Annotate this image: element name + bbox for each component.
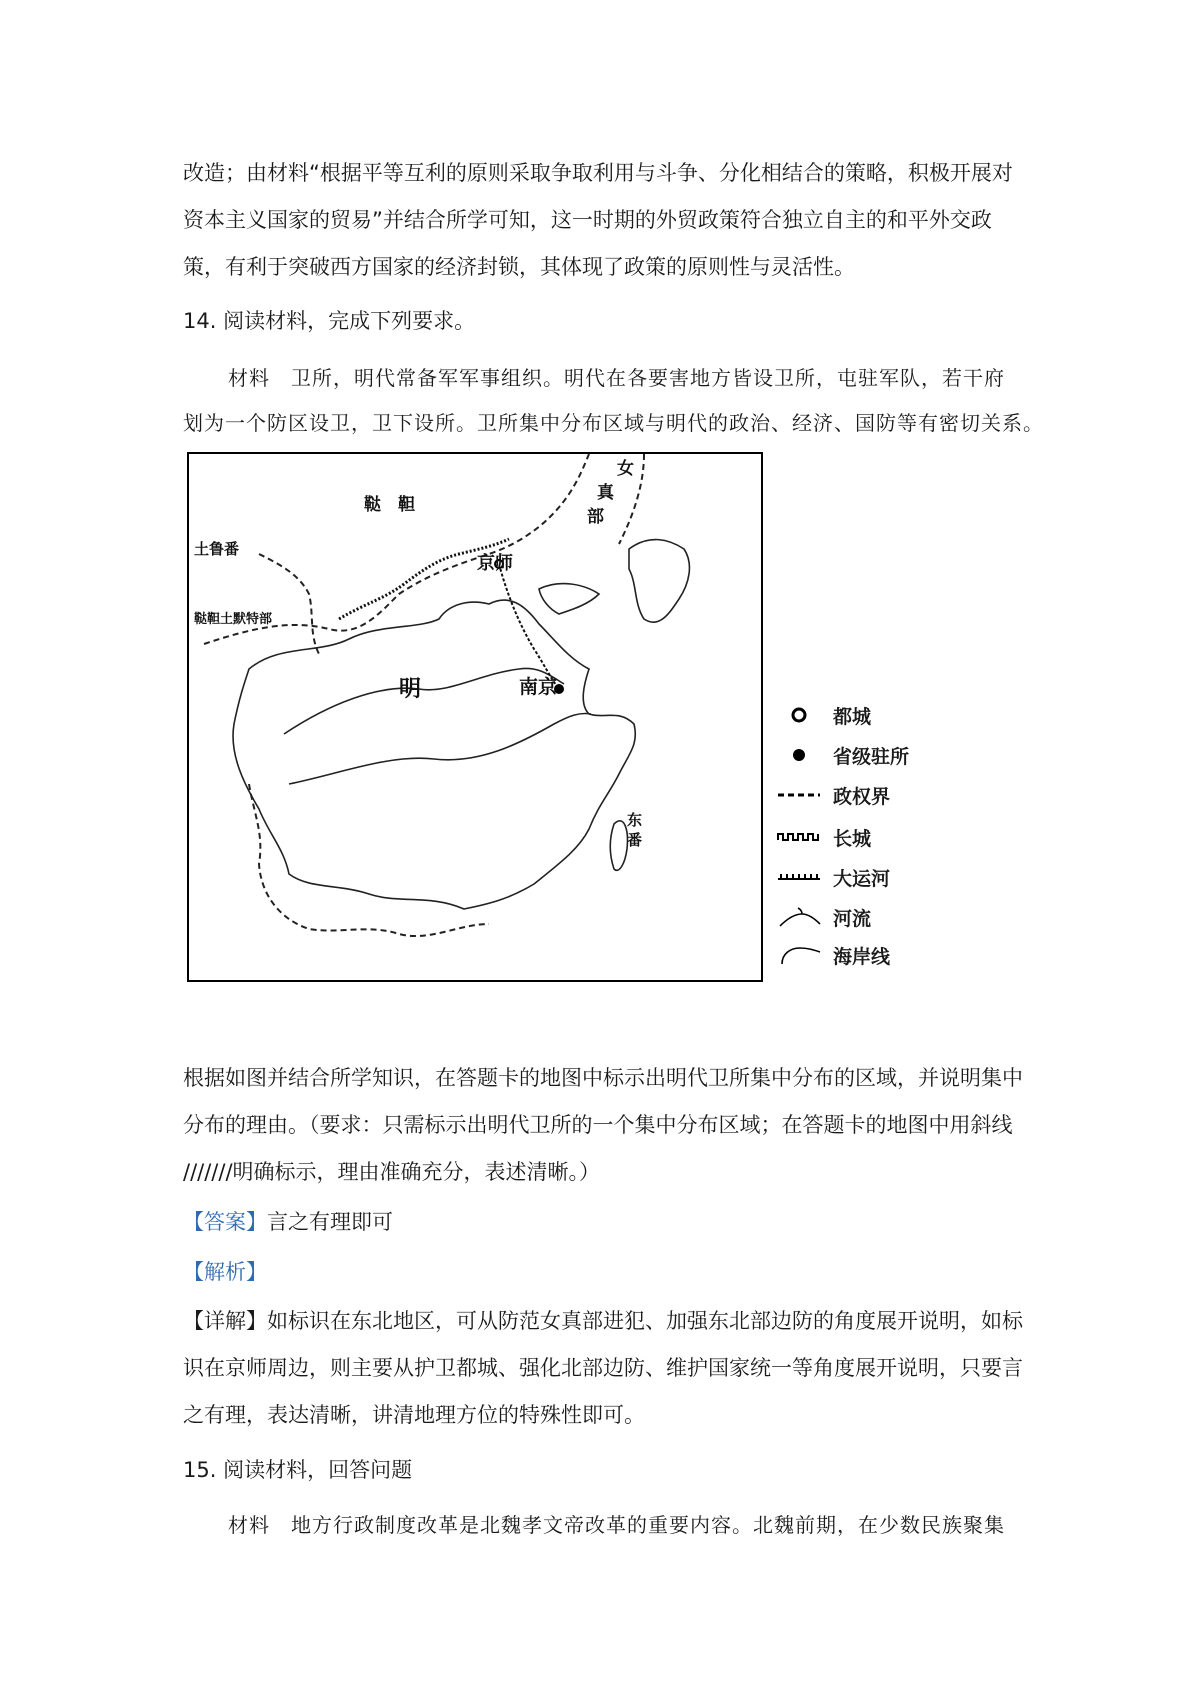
legend-label-wall: 长城 <box>833 827 872 850</box>
ming-outline <box>233 600 635 909</box>
q15-prompt: 阅读材料，回答问题 <box>223 1458 413 1482</box>
label-nanjing: 南京 <box>519 676 558 698</box>
intro-line-3: 策，有利于突破西方国家的经济封锁，其体现了政策的原则性与灵活性。 <box>183 255 855 279</box>
legend-label-canal: 大运河 <box>833 867 891 890</box>
legend-row-provincial <box>775 740 909 770</box>
q14-detail-line-2: 识在京师周边，则主要从护卫都城、强化北部边防、维护国家统一等角度展开说明，只要言 <box>183 1356 1023 1380</box>
answer-text: 言之有理即可 <box>267 1210 393 1234</box>
answer-tag: 【答案】 <box>183 1210 267 1234</box>
q14-detail-line-1 <box>183 1306 1023 1336</box>
label-dada-tumote: 鞑靼土默特部 <box>194 612 273 627</box>
western-border <box>259 554 319 654</box>
regime-border-icon <box>775 785 823 805</box>
q15-heading <box>183 1455 412 1485</box>
taiwan-outline <box>610 821 627 870</box>
label-dada: 鞑 靼 <box>364 495 415 515</box>
map-drawing <box>189 454 760 979</box>
shandong-outline <box>539 584 599 614</box>
q14-heading <box>183 306 475 336</box>
legend-row-canal <box>775 862 890 892</box>
legend-label-capital: 都城 <box>833 705 872 728</box>
yangtze-river <box>289 713 591 784</box>
detail-tag: 【详解】 <box>183 1309 267 1333</box>
q14-number: 14. <box>183 309 217 333</box>
q14-answer <box>183 1207 393 1237</box>
legend-row-wall <box>775 822 871 852</box>
korea-outline <box>629 540 689 623</box>
river-icon <box>775 907 823 927</box>
legend-label-border: 政权界 <box>833 785 891 808</box>
analysis-tag: 【解析】 <box>183 1260 267 1284</box>
legend-label-river: 河流 <box>833 907 872 930</box>
label-nvzhen-3: 部 <box>587 507 604 527</box>
provincial-seat-icon <box>775 745 823 765</box>
label-dongfan-2: 番 <box>627 831 643 849</box>
legend-label-provincial: 省级驻所 <box>833 745 910 768</box>
great-wall-icon <box>775 827 823 847</box>
legend-row-border <box>775 780 890 810</box>
q15-number: 15. <box>183 1458 217 1482</box>
label-nvzhen-2: 真 <box>597 483 614 503</box>
legend-row-capital <box>775 700 871 730</box>
label-tulufan: 土鲁番 <box>194 540 240 558</box>
grand-canal-icon <box>775 867 823 887</box>
ming-weisuo-map <box>187 452 763 982</box>
detail-text-1: 如标识在东北地区，可从防范女真部进犯、加强东北部边防的角度展开说明，如标 <box>267 1309 1023 1333</box>
q14-material-line-2: 划为一个防区设卫，卫下设所。卫所集中分布区域与明代的政治、经济、国防等有密切关系。 <box>183 411 1044 435</box>
q14-analysis <box>183 1257 267 1287</box>
legend-label-coast: 海岸线 <box>833 945 891 968</box>
intro-line-1: 改造；由材料“根据平等互利的原则采取争取利用与斗争、分化相结合的策略，积极开展对 <box>183 161 1013 185</box>
q14-question-line-1: 根据如图并结合所学知识，在答题卡的地图中标示出明代卫所集中分布的区域，并说明集中 <box>183 1066 1023 1090</box>
map-legend <box>775 700 975 1000</box>
label-nvzhen-1: 女 <box>617 459 634 479</box>
q14-material-line-1: 材料 卫所，明代常备军军事组织。明代在各要害地方皆设卫所，屯驻军队，若干府 <box>228 366 1005 390</box>
label-ming: 明 <box>399 676 422 702</box>
label-jingshi: 京师 <box>477 553 513 574</box>
intro-line-2: 资本主义国家的贸易”并结合所学可知，这一时期的外贸政策符合独立自主的和平外交政 <box>183 208 992 232</box>
coastline-icon <box>775 945 823 965</box>
q14-detail-line-3: 之有理，表达清晰，讲清地理方位的特殊性即可。 <box>183 1403 645 1427</box>
q14-prompt: 阅读材料，完成下列要求。 <box>223 309 476 333</box>
label-dongfan-1: 东 <box>627 811 643 829</box>
q14-question-line-3: ///////明确标示，理由准确充分，表述清晰。） <box>183 1160 601 1184</box>
capital-icon <box>775 705 823 725</box>
q14-question-line-2: 分布的理由。（要求：只需标示出明代卫所的一个集中分布区域；在答题卡的地图中用斜线 <box>183 1113 1013 1137</box>
legend-row-coast <box>775 940 890 970</box>
legend-row-river <box>775 902 871 932</box>
q15-material-line-1: 材料 地方行政制度改革是北魏孝文帝改革的重要内容。北魏前期，在少数民族聚集 <box>228 1513 1005 1537</box>
